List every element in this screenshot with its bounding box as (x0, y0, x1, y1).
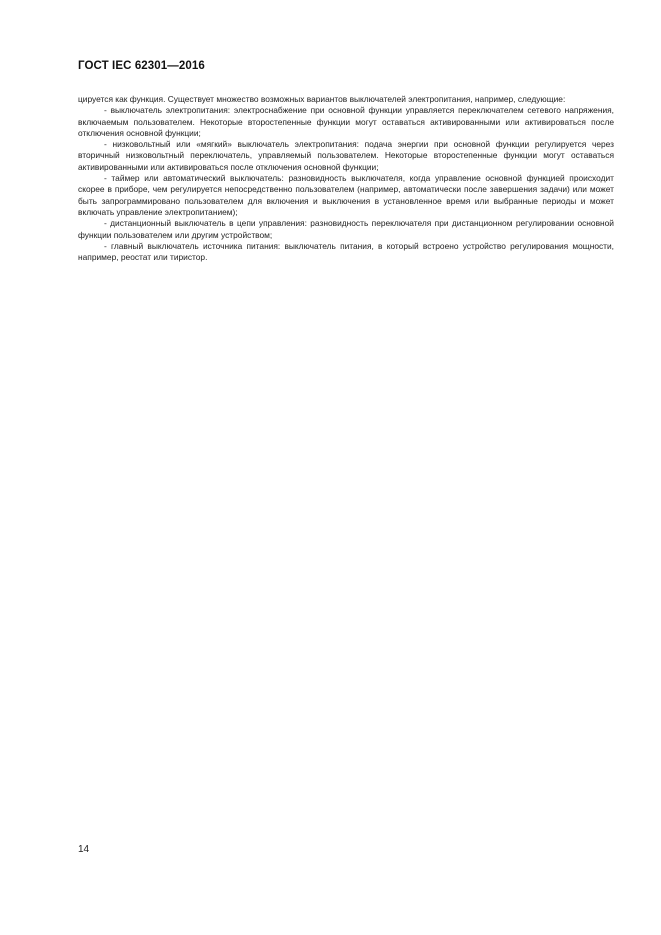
list-item-timer-switch: - таймер или автоматический выключатель: разновидность выключателя, когда управление основной функцией происходит скорее в приборе, чем регулируется непосредственно пользователем (например, автоматически после завершения задачи) или может быть запрограммировано пользователем для включения и выключения в установленное время или выбранные периоды и может включать управление электропитанием); (78, 173, 614, 217)
list-item-soft-switch: - низковольтный или «мягкий» выключатель электропитания: подача энергии при основной функции регулируется через вторичный низковольтный переключатель, управляемый пользователем. Некоторые второстепенные функции могут оставаться активированными или активироваться после отключения основной функции; (78, 139, 614, 172)
paragraph-intro: цируется как функция. Существует множество возможных вариантов выключателей электропитания, например, следующие: (78, 94, 566, 104)
list-item-main-switch: - главный выключатель источника питания: выключатель питания, в который встроено устройство регулирования мощности, например, реостат или тиристор. (78, 240, 614, 263)
list-item-remote-switch: - дистанционный выключатель в цепи управления: разновидность переключателя при дистанционном регулировании основной функции пользователем или другим устройством; (78, 218, 614, 240)
document-code-header: ГОСТ IEC 62301—2016 (78, 60, 205, 72)
body-text (78, 94, 614, 263)
list-item-power-switch: - выключатель электропитания: электроснабжение при основной функции управляется переключателем сетевого напряжения, включаемым пользователем. Некоторые второстепенные функции могут оставаться активированными или активироваться после отключения основной функции; (78, 105, 614, 138)
page-number: 14 (78, 844, 90, 855)
